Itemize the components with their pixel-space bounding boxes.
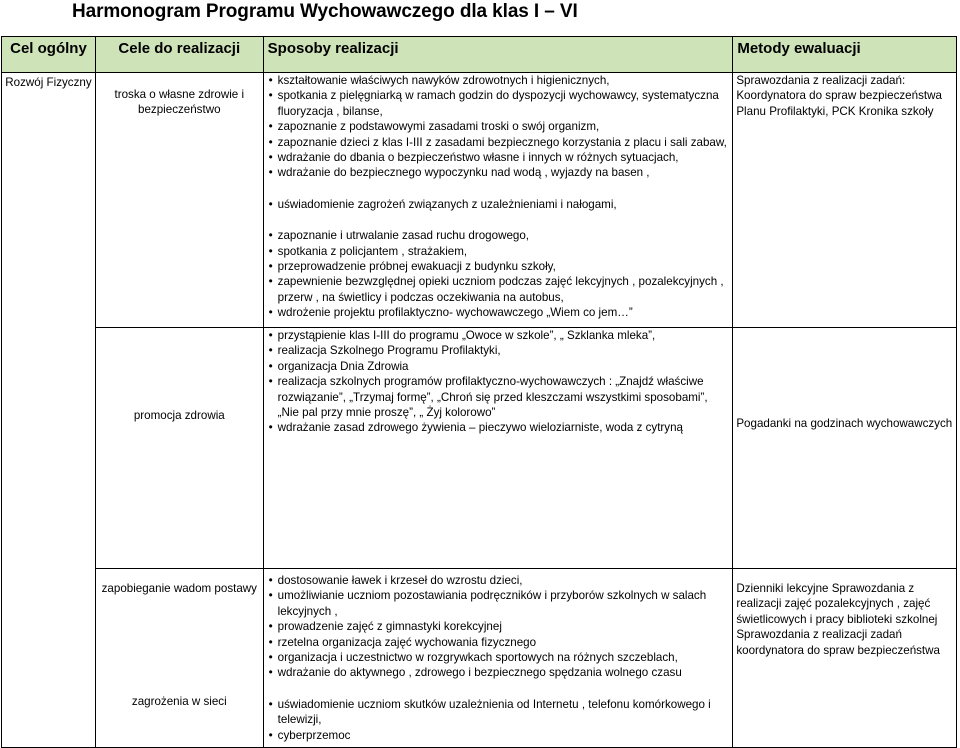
cel-cell: [95, 328, 263, 569]
cel-cell: [95, 569, 263, 748]
cel-text: zapobieganie wadom postawy: [101, 582, 257, 595]
sposoby-list: [269, 228, 729, 320]
schedule-table: [1, 36, 957, 748]
header-sposoby-realizacji: Sposoby realizacji: [263, 37, 733, 73]
cel-ogolny-cell: [2, 73, 96, 748]
list-item: • zapoznanie i utrwalanie zasad ruchu drogowego,: [269, 228, 729, 243]
cel-text: troska o własne zdrowie i bezpieczeństwo: [114, 88, 245, 117]
sposoby-cell: [263, 73, 733, 328]
sposoby-cell: [263, 569, 733, 748]
table-header-row: [2, 37, 957, 73]
list-item: • spotkania z pielęgniarką w ramach godzin do dyspozycji wychowawcy, systematyczna fluoryzacja , bilanse,: [269, 88, 729, 119]
metody-cell: [733, 569, 957, 748]
list-item: • przeprowadzenie próbnej ewakuacji z budynku szkoły,: [269, 259, 729, 274]
list-item: • zapoznanie dzieci z klas I-III z zasadami bezpiecznego korzystania z placu i sali zabaw,: [269, 135, 729, 150]
list-item: • zapoznanie z podstawowymi zasadami troski o swój organizm,: [269, 119, 729, 134]
metody-cell: [733, 73, 957, 328]
metody-cell: [733, 328, 957, 569]
list-item: • umożliwianie uczniom pozostawiania podręczników i przyborów szkolnych w salach lekcyjnych ,: [269, 588, 729, 619]
table-row: [2, 328, 957, 569]
list-item: • wdrażanie do bezpiecznego wypoczynku nad wodą , wyjazdy na basen ,: [269, 165, 729, 180]
header-metody-ewaluacji: Metody ewaluacji: [733, 37, 957, 73]
metody-text: Sprawozdania z realizacji zadań: Koordynatora do spraw bezpieczeństwa Planu Profilaktyki, PCK Kronika szkoły: [736, 74, 942, 118]
list-item: • prowadzenie zajęć z gimnastyki korekcyjnej: [269, 619, 729, 634]
cel-ogolny-text: Rozwój Fizyczny: [5, 76, 92, 89]
page-title: Harmonogram Programu Wychowawczego dla klas I – VI: [72, 1, 578, 22]
list-item: • zapewnienie bezwzględnej opieki uczniom podczas zajęć lekcyjnych , pozalekcyjnych , przerw , na świetlicy i podczas oczekiwania na autobus,: [269, 274, 729, 305]
sposoby-list: [269, 573, 729, 681]
header-cele-do-realizacji: Cele do realizacji: [95, 37, 263, 73]
list-item: • rzetelna organizacja zajęć wychowania fizycznego: [269, 635, 729, 650]
cel-cell: [95, 73, 263, 328]
list-item: • uświadomienie zagrożeń związanych z uzależnieniami i nałogami,: [269, 197, 729, 212]
list-item: • realizacja szkolnych programów profilaktyczno-wychowawczych : „Znajdź właściwe rozwiązanie”, „Trzymaj formę”, „Chroń się przed kleszczami wszystkimi sposobami”, „Nie pal przy mnie proszę”, „ Żyj kolorowo”: [269, 374, 729, 420]
list-item: • wdrażanie do dbania o bezpieczeństwo własne i innych w różnych sytuacjach,: [269, 150, 729, 165]
sposoby-list: [269, 328, 729, 436]
list-item: • organizacja Dnia Zdrowia: [269, 359, 729, 374]
sposoby-list: [269, 73, 729, 181]
metody-text: Pogadanki na godzinach wychowawczych: [736, 417, 953, 430]
sposoby-cell: [263, 328, 733, 569]
list-item: • wdrażanie zasad zdrowego żywienia – pieczywo wieloziarniste, woda z cytryną: [269, 420, 729, 435]
list-item: • uświadomienie uczniom skutków uzależnienia od Internetu , telefonu komórkowego i telewizji,: [269, 697, 729, 728]
list-item: • organizacja i uczestnictwo w rozgrywkach sportowych na różnych szczeblach,: [269, 650, 729, 665]
table-row: [2, 73, 957, 328]
list-item: • realizacja Szkolnego Programu Profilaktyki,: [269, 343, 729, 358]
list-item: • wdrożenie projektu profilaktyczno- wychowawczego „Wiem co jem…”: [269, 305, 729, 320]
sposoby-list: [269, 697, 729, 743]
table-row: [2, 569, 957, 748]
sposoby-list: [269, 197, 729, 212]
list-item: • kształtowanie właściwych nawyków zdrowotnych i higienicznych,: [269, 73, 729, 88]
list-item: • przystąpienie klas I-III do programu „Owoce w szkole”, „ Szklanka mleka”,: [269, 328, 729, 343]
list-item: • dostosowanie ławek i krzeseł do wzrostu dzieci,: [269, 573, 729, 588]
cel-text: zagrożenia w sieci: [131, 695, 227, 709]
list-item: • spotkania z policjantem , strażakiem,: [269, 244, 729, 259]
list-item: • cyberprzemoc: [269, 728, 729, 743]
metody-text: Dzienniki lekcyjne Sprawozdania z realizacji zajęć pozalekcyjnych , zajęć świetlicowych i pracy biblioteki szkolnej Sprawozdania z realizacji zadań koordynatora do spraw bezpieczeństwa: [736, 582, 940, 657]
header-cel-ogolny: Cel ogólny: [2, 37, 96, 73]
list-item: • wdrażanie do aktywnego , zdrowego i bezpiecznego spędzania wolnego czasu: [269, 665, 729, 680]
cel-text: promocja zdrowia: [133, 409, 225, 422]
